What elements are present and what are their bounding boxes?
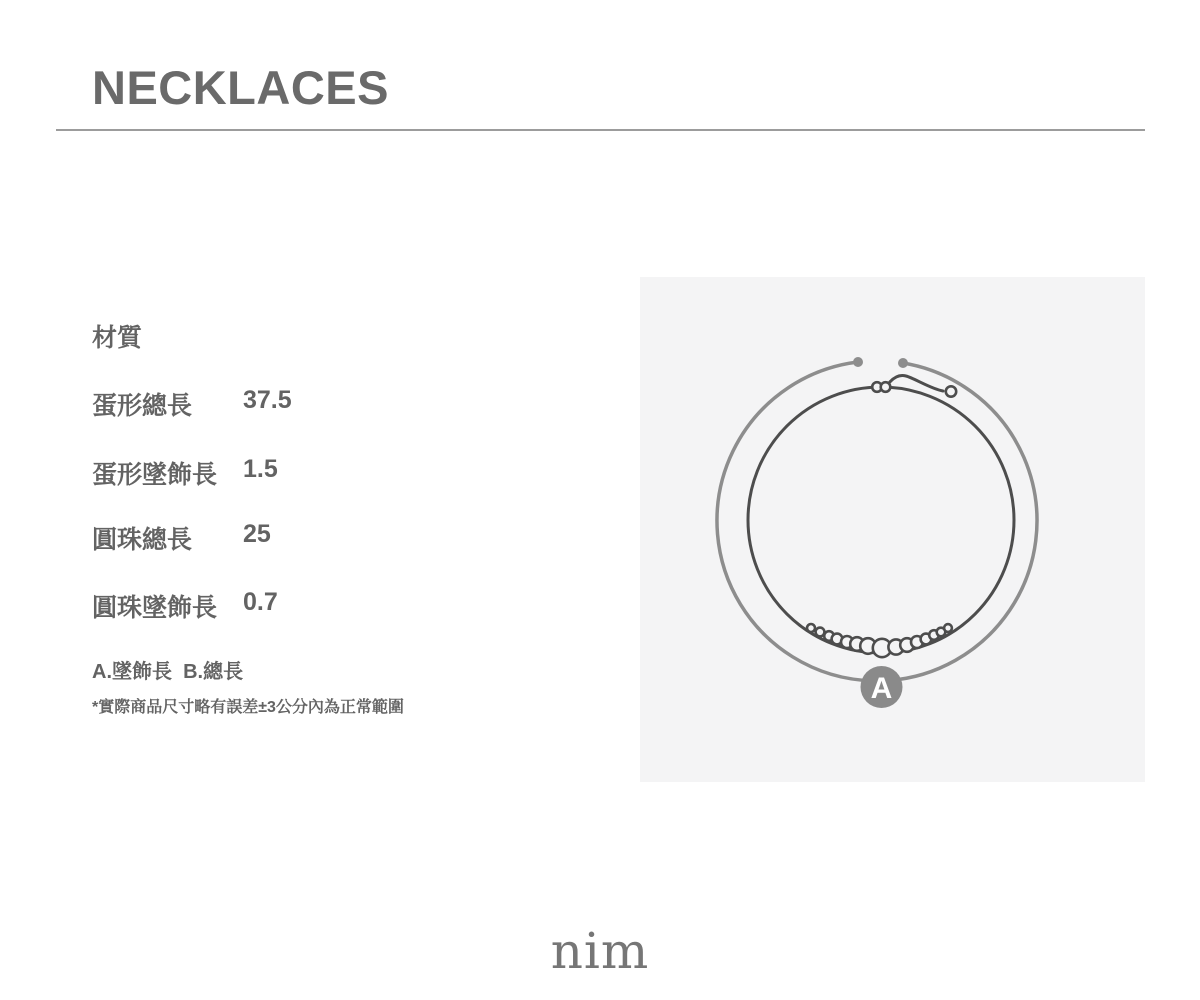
spec-row [92, 455, 278, 491]
outer-ring-arc [717, 362, 1037, 681]
brand-logo: nim [550, 922, 650, 980]
spec-value: 0.7 [243, 588, 278, 616]
bead [944, 624, 952, 632]
spec-label: 材質 [92, 324, 143, 352]
spec-row [92, 386, 292, 422]
page-title: NECKLACES [92, 61, 389, 114]
spec-row [92, 520, 271, 556]
spec-label: 圓珠總長 [92, 526, 193, 554]
outer-ring-end-dot [898, 358, 908, 368]
spec-label: 蛋形總長 [92, 392, 193, 420]
spec-label: 蛋形墜飾長 [92, 461, 218, 489]
label-a-text: A [870, 672, 893, 705]
spec-label: 圓珠墜飾長 [92, 594, 218, 622]
title-divider [56, 129, 1145, 131]
spec-value: 25 [243, 520, 271, 548]
measure-legend: A.墜飾長 B.總長 [92, 661, 244, 683]
spec-row-material [92, 318, 243, 354]
clasp-ring [881, 382, 891, 392]
spec-row [92, 588, 278, 624]
necklace-diagram-panel [640, 277, 1145, 782]
necklace-cord [748, 387, 1014, 653]
necklace-diagram [640, 277, 1145, 782]
bead-strand [807, 624, 952, 657]
bead [807, 624, 815, 632]
adjuster-end-ring [946, 386, 956, 396]
size-disclaimer: *實際商品尺寸略有誤差±3公分內為正常範圍 [92, 699, 404, 716]
outer-ring-end-dot [853, 357, 863, 367]
spec-value: 37.5 [243, 386, 292, 414]
spec-value: 1.5 [243, 455, 278, 483]
